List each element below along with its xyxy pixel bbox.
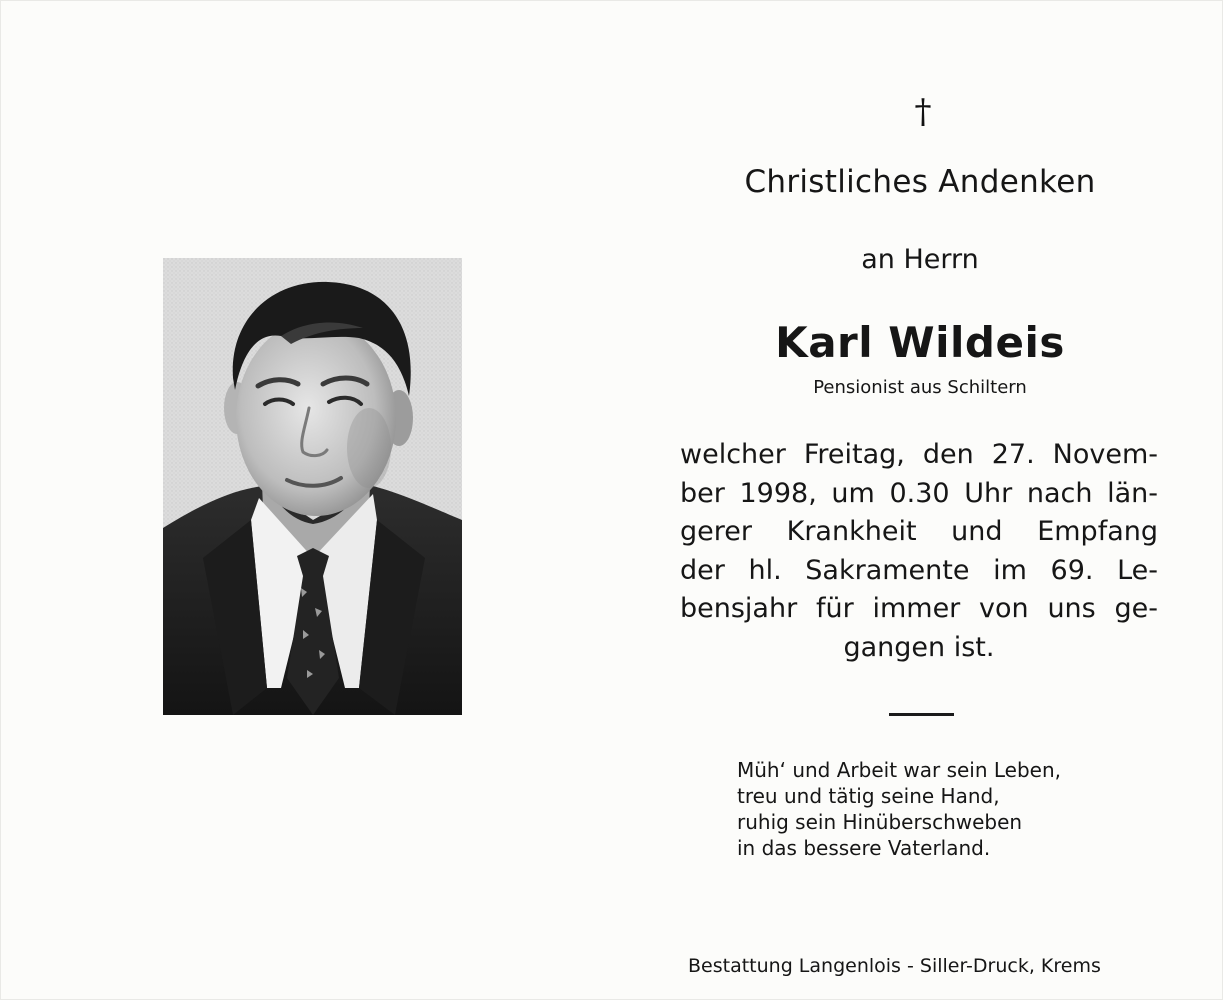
notice-line: bensjahr für immer von uns ge-	[680, 593, 1158, 624]
printer-imprint: Bestattung Langenlois - Siller-Druck, Krems	[688, 955, 1101, 977]
verse-line: ruhig sein Hinüberschweben	[737, 810, 1023, 834]
divider	[889, 713, 954, 716]
notice-line: ber 1998, um 0.30 Uhr nach län-	[680, 477, 1158, 509]
memorial-verse	[737, 757, 1137, 861]
verse-line: treu und tätig seine Hand,	[737, 784, 1000, 808]
salutation: an Herrn	[861, 244, 979, 275]
notice-line: gerer Krankheit und Empfang	[680, 516, 1158, 547]
cross-icon: †	[914, 92, 932, 132]
deceased-name: Karl Wildeis	[775, 318, 1065, 367]
verse-line: in das bessere Vaterland.	[737, 836, 991, 860]
verse-line: Müh‘ und Arbeit war sein Leben,	[737, 758, 1062, 782]
occupation-line: Pensionist aus Schiltern	[813, 377, 1027, 398]
portrait-photo	[163, 258, 462, 715]
card-heading: Christliches Andenken	[744, 164, 1096, 200]
death-notice	[680, 436, 1158, 667]
notice-line: welcher Freitag, den 27. Novem-	[680, 439, 1158, 470]
notice-line: gangen ist.	[843, 631, 995, 663]
notice-line: der hl. Sakramente im 69. Le-	[680, 554, 1158, 586]
